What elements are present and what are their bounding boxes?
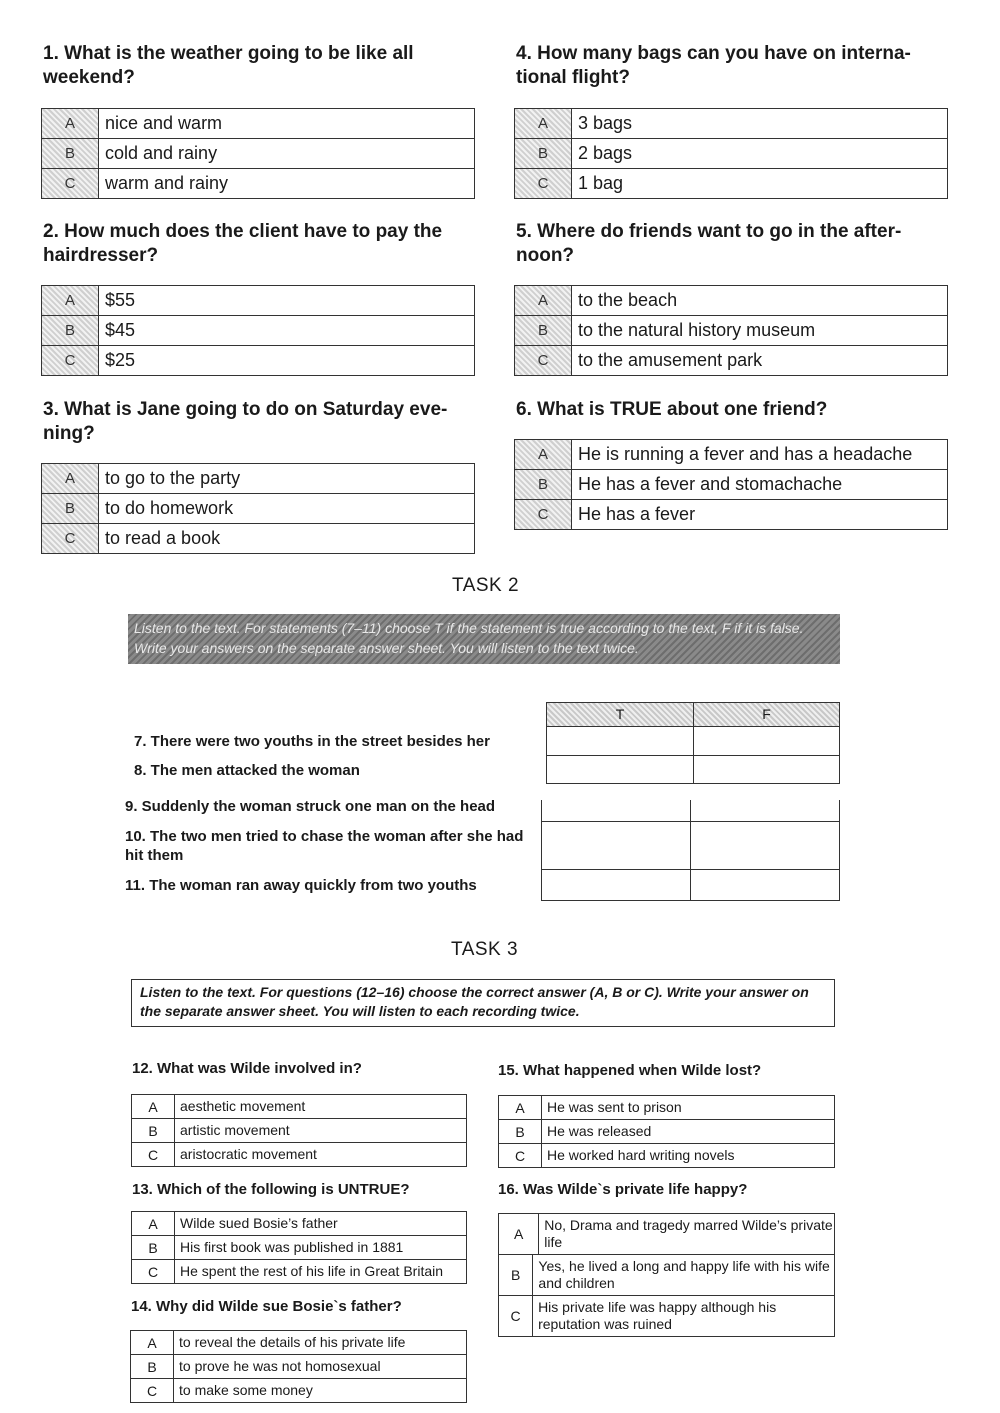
option-letter: C [42, 346, 99, 375]
question-16-options [498, 1213, 835, 1337]
tf-cell-10-f[interactable] [690, 821, 840, 870]
option-text: to go to the party [105, 468, 241, 488]
option-c[interactable] [515, 346, 947, 376]
question-15: 15. What happened when Wilde lost? [498, 1062, 762, 1079]
option-a[interactable] [131, 1331, 466, 1355]
question-5: 5. Where do friends want to go in the after-noon? [516, 221, 902, 266]
option-text: He spent the rest of his life in Great Britain [180, 1263, 444, 1279]
task-2-instructions: Listen to the text. For statements (7–11) choose T if the statement is true according to the text, F if it is false. Write your answers on the separate answer sheet. You will listen to the text twice. [128, 614, 840, 664]
option-letter: B [132, 1236, 175, 1259]
tf-cell-9-f[interactable] [690, 800, 840, 822]
option-c[interactable] [499, 1144, 834, 1168]
option-text: $55 [105, 290, 136, 310]
option-letter: B [131, 1355, 174, 1378]
question-6-options [514, 439, 948, 530]
task-3-heading: TASK 3 [451, 939, 519, 960]
statement-11: 11. The woman ran away quickly from two youths [125, 877, 477, 894]
question-3: 3. What is Jane going to do on Saturday eve-ning? [43, 399, 448, 444]
task-3-instructions: Listen to the text. For questions (12–16) choose the correct answer (A, B or C). Write your answer on the separate answer sheet. You will listen to each recording twice. [131, 979, 835, 1027]
option-letter: A [42, 286, 99, 315]
option-text: He has a fever and stomachache [578, 474, 843, 494]
option-letter: C [132, 1143, 175, 1166]
option-letter: C [42, 524, 99, 553]
tf-cell-8-f[interactable] [693, 755, 840, 784]
question-13-options [131, 1211, 467, 1284]
option-c[interactable] [515, 500, 947, 530]
option-text: $25 [105, 350, 136, 370]
question-15-options [498, 1095, 835, 1168]
option-text: to do homework [105, 498, 234, 518]
option-letter: A [499, 1214, 539, 1254]
option-text: aesthetic movement [180, 1098, 306, 1114]
tf-header-t: T [546, 702, 694, 727]
tf-cell-7-f[interactable] [693, 726, 840, 756]
task-2-heading: TASK 2 [452, 575, 520, 596]
option-letter: C [42, 169, 99, 198]
option-letter: A [132, 1212, 175, 1235]
option-c[interactable] [42, 169, 474, 199]
question-14-options [130, 1330, 467, 1403]
option-a[interactable] [515, 109, 947, 139]
tf-cell-7-t[interactable] [546, 726, 694, 756]
question-4: 4. How many bags can you have on interna-tional flight? [516, 43, 911, 88]
option-letter: B [42, 139, 99, 168]
option-text: to the natural history museum [578, 320, 816, 340]
option-b[interactable] [515, 470, 947, 500]
option-letter: B [42, 316, 99, 345]
option-letter: A [499, 1096, 542, 1119]
option-a[interactable] [132, 1212, 466, 1236]
option-text: aristocratic movement [180, 1146, 317, 1162]
option-b[interactable] [515, 139, 947, 169]
option-text: 3 bags [578, 113, 633, 133]
option-c[interactable] [515, 169, 947, 199]
option-letter: C [499, 1144, 542, 1167]
option-c[interactable] [132, 1260, 466, 1284]
option-a[interactable] [499, 1214, 834, 1255]
option-letter: B [42, 494, 99, 523]
option-b[interactable] [132, 1119, 466, 1143]
tf-header-f: F [693, 702, 840, 727]
option-letter: A [42, 464, 99, 493]
option-letter: C [515, 346, 572, 375]
option-a[interactable] [42, 464, 474, 494]
option-letter: C [132, 1260, 175, 1283]
question-3-options [41, 463, 475, 554]
question-1: 1. What is the weather going to be like all weekend? [43, 43, 414, 88]
option-text: No, Drama and tragedy marred Wilde’s private life [544, 1217, 833, 1250]
option-text: to prove he was not homosexual [179, 1358, 381, 1374]
option-text: warm and rainy [105, 173, 229, 193]
option-text: to the beach [578, 290, 678, 310]
option-text: to reveal the details of his private life [179, 1334, 406, 1350]
option-text: nice and warm [105, 113, 223, 133]
option-text: He is running a fever and has a headache [578, 444, 913, 464]
option-c[interactable] [131, 1379, 466, 1403]
option-a[interactable] [132, 1095, 466, 1119]
statement-9: 9. Suddenly the woman struck one man on the head [125, 798, 496, 815]
option-text: Wilde sued Bosie’s father [180, 1215, 338, 1231]
option-letter: A [515, 440, 572, 469]
option-letter: C [515, 500, 572, 529]
option-text: He was released [547, 1123, 652, 1139]
option-letter: A [132, 1095, 175, 1118]
question-2-options [41, 285, 475, 376]
tf-cell-11-f[interactable] [690, 869, 840, 901]
option-letter: B [132, 1119, 175, 1142]
option-letter: B [515, 139, 572, 168]
question-4-options [514, 108, 948, 199]
option-letter: A [515, 109, 572, 138]
option-b[interactable] [42, 139, 474, 169]
option-a[interactable] [515, 440, 947, 470]
question-5-options [514, 285, 948, 376]
option-text: He has a fever [578, 504, 696, 524]
tf-cell-11-t[interactable] [541, 869, 691, 901]
option-b[interactable] [42, 494, 474, 524]
option-text: He worked hard writing novels [547, 1147, 735, 1163]
tf-cell-9-t[interactable] [541, 800, 691, 822]
option-b[interactable] [499, 1120, 834, 1144]
option-letter: B [499, 1120, 542, 1143]
tf-cell-10-t[interactable] [541, 821, 691, 870]
option-a[interactable] [42, 109, 474, 139]
option-b[interactable] [132, 1236, 466, 1260]
question-1-options [41, 108, 475, 199]
option-text: $45 [105, 320, 136, 340]
option-b[interactable] [499, 1255, 834, 1296]
option-a[interactable] [499, 1096, 834, 1120]
tf-cell-8-t[interactable] [546, 755, 694, 784]
option-text: 1 bag [578, 173, 624, 193]
option-b[interactable] [131, 1355, 466, 1379]
option-c[interactable] [42, 346, 474, 376]
statement-10: 10. The two men tried to chase the woman after she had hit them [125, 828, 524, 864]
option-letter: B [515, 470, 572, 499]
option-letter: A [131, 1331, 174, 1354]
option-letter: B [499, 1255, 533, 1295]
question-14: 14. Why did Wilde sue Bosie`s father? [131, 1298, 402, 1315]
question-12-options [131, 1094, 467, 1167]
option-text: His first book was published in 1881 [180, 1239, 404, 1255]
option-letter: A [515, 286, 572, 315]
option-text: Yes, he lived a long and happy life with his wife and children [538, 1258, 830, 1291]
option-letter: C [131, 1379, 174, 1402]
option-text: 2 bags [578, 143, 633, 163]
option-text: He was sent to prison [547, 1099, 682, 1115]
option-letter: A [42, 109, 99, 138]
question-12: 12. What was Wilde involved in? [132, 1060, 362, 1077]
question-13: 13. Which of the following is UNTRUE? [132, 1181, 410, 1198]
option-letter: B [515, 316, 572, 345]
option-a[interactable] [42, 286, 474, 316]
option-text: to make some money [179, 1382, 313, 1398]
option-text: His private life was happy although his reputation was ruined [538, 1299, 777, 1332]
question-6: 6. What is TRUE about one friend? [516, 399, 828, 420]
option-c[interactable] [132, 1143, 466, 1167]
option-b[interactable] [42, 316, 474, 346]
option-letter: C [499, 1296, 533, 1336]
option-text: to read a book [105, 528, 221, 548]
option-text: artistic movement [180, 1122, 290, 1138]
option-c[interactable] [42, 524, 474, 554]
statement-7: 7. There were two youths in the street besides her [134, 733, 490, 750]
question-2: 2. How much does the client have to pay the hairdresser? [43, 221, 443, 266]
option-text: to the amusement park [578, 350, 763, 370]
option-c[interactable] [499, 1296, 834, 1337]
option-letter: C [515, 169, 572, 198]
option-a[interactable] [515, 286, 947, 316]
question-16: 16. Was Wilde`s private life happy? [498, 1181, 748, 1198]
option-b[interactable] [515, 316, 947, 346]
option-text: cold and rainy [105, 143, 218, 163]
statement-8: 8. The men attacked the woman [134, 762, 360, 779]
